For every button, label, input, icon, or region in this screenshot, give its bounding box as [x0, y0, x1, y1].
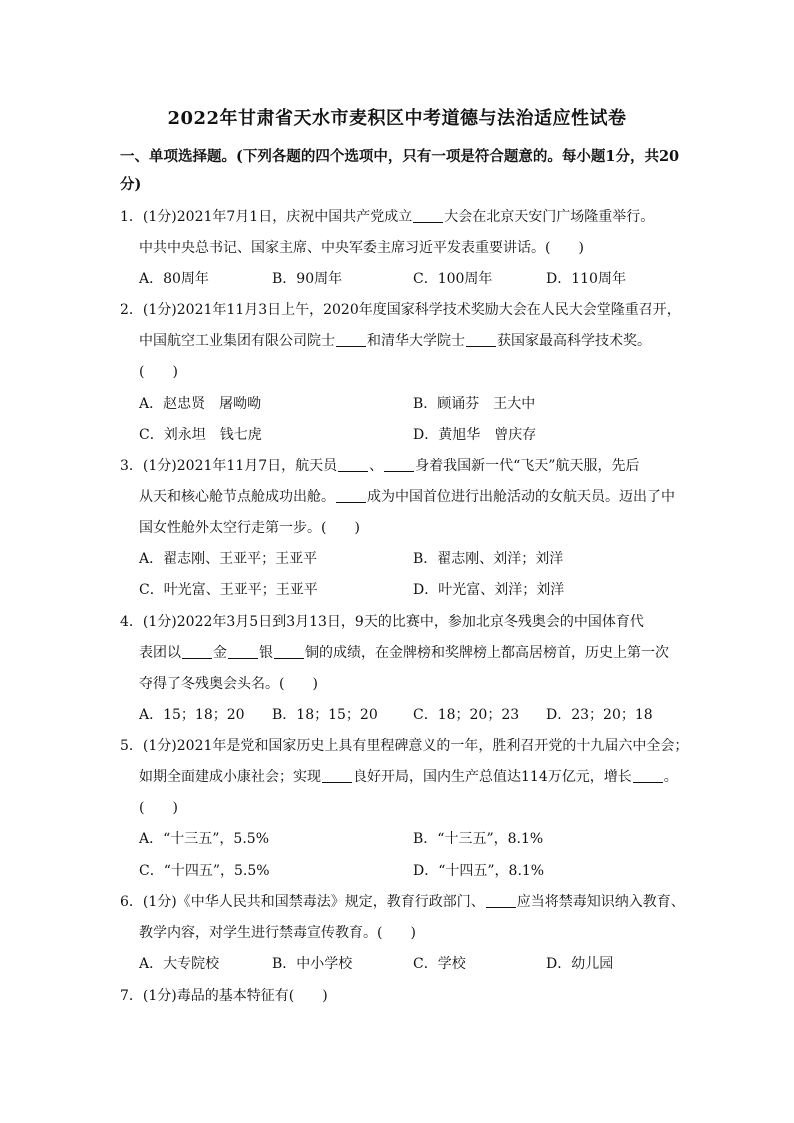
option-a: A．“十三五”，5.5% [139, 831, 269, 847]
answer-blank [274, 644, 304, 659]
option-a: A．大专院校 [139, 956, 220, 972]
question-1-line2: 中共中央总书记、国家主席、中央军委主席习近平发表重要讲话。( ) [139, 240, 584, 256]
section-heading-line2: 分) [120, 176, 142, 193]
question-number: 5． [120, 738, 143, 754]
option-b: B．顾诵芬 王大中 [413, 396, 536, 412]
question-text: 2021年是党和国家历史上具有里程碑意义的一年，胜利召开党的十九届六中全会； [176, 738, 689, 754]
question-number: 1． [120, 209, 143, 225]
question-5 [120, 736, 688, 756]
question-score: (1分) [142, 988, 177, 1004]
question-score: (1分) [142, 458, 177, 474]
question-text: 良好开局，国内生产总值达114万亿元，增长 [353, 769, 632, 785]
question-7 [120, 986, 328, 1006]
option-c: C．18；20；23 [413, 707, 520, 723]
question-text: 中国航空工业集团有限公司院士 [139, 333, 335, 349]
question-5-line2 [139, 767, 678, 787]
question-4-line3: 夺得了冬残奥会头名。( ) [139, 676, 318, 692]
question-text: 大会在北京天安门广场隆重举行。 [444, 209, 655, 225]
answer-blank [413, 208, 443, 223]
question-text: 金 [213, 645, 227, 661]
option-b: B．“十三五”，8.1% [413, 831, 544, 847]
question-2-line2 [139, 331, 651, 351]
option-d: D．23；20；18 [546, 707, 653, 723]
question-text: 2021年11月3日上午，2020年度国家科学技术奖励大会在人民大会堂隆重召开， [176, 302, 681, 318]
question-2-line3: ( ) [139, 364, 178, 380]
option-a: A．80周年 [139, 271, 209, 287]
question-3-line3: 国女性舱外太空行走第一步。( ) [139, 520, 360, 536]
option-b: B．18；15；20 [272, 707, 378, 723]
question-text: 应当将禁毒知识纳入教育、 [516, 894, 685, 910]
question-text: 铜的成绩，在金牌榜和奖牌榜上都高居榜首，历史上第一次 [305, 645, 669, 661]
option-c: C．学校 [413, 956, 466, 972]
question-number: 6． [120, 894, 143, 910]
question-6 [120, 892, 685, 912]
option-c: C．刘永坦 钱七虎 [139, 427, 262, 443]
option-a: A．翟志刚、王亚平；王亚平 [139, 551, 318, 567]
question-score: (1分) [142, 302, 177, 318]
option-c: C．叶光富、王亚平；王亚平 [139, 582, 318, 598]
option-d: D．“十四五”，8.1% [413, 863, 545, 879]
question-text: 获国家最高科学技术奖。 [497, 333, 651, 349]
question-number: 4． [120, 614, 143, 630]
option-a: A．15；18；20 [139, 707, 245, 723]
question-text: 如期全面建成小康社会；实现 [139, 769, 321, 785]
answer-blank [633, 768, 663, 783]
question-6-line2: 教学内容，对学生进行禁毒宣传教育。( ) [139, 925, 416, 941]
option-b: B．90周年 [272, 271, 343, 287]
answer-blank [338, 457, 368, 472]
option-a: A．赵忠贤 屠呦呦 [139, 396, 262, 412]
question-text: 2022年3月5日到3月13日，9天的比赛中，参加北京冬残奥会的中国体育代 [176, 614, 644, 630]
question-3 [120, 456, 639, 476]
question-text: 《中华人民共和国禁毒法》规定，教育行政部门、 [176, 894, 485, 910]
question-text: 2021年11月7日，航天员 [176, 458, 338, 474]
answer-blank [182, 644, 212, 659]
question-text: 表团以 [139, 645, 181, 661]
question-text: 身着我国新一代“飞天”航天服，先后 [415, 458, 640, 474]
answer-blank [322, 768, 352, 783]
question-text: 毒品的基本特征有( ) [176, 988, 328, 1004]
option-b: B．翟志刚、刘洋；刘洋 [413, 551, 564, 567]
option-c: C．“十四五”，5.5% [139, 863, 270, 879]
question-text: 2021年7月1日，庆祝中国共产党成立 [176, 209, 413, 225]
question-number: 2． [120, 302, 143, 318]
question-text: 成为中国首位进行出舱活动的女航天员。迈出了中 [367, 489, 675, 505]
question-text: 银 [259, 645, 273, 661]
question-score: (1分) [142, 738, 177, 754]
option-c: C．100周年 [413, 271, 493, 287]
question-score: (1分) [142, 894, 177, 910]
question-4-line2 [139, 643, 669, 663]
question-text: 和清华大学院士 [367, 333, 465, 349]
answer-blank [486, 893, 516, 908]
answer-blank [228, 644, 258, 659]
question-text: 。 [663, 769, 678, 785]
question-number: 7． [120, 988, 143, 1004]
option-d: D．叶光富、刘洋；刘洋 [413, 582, 565, 598]
section-heading [120, 143, 680, 199]
question-1 [120, 207, 654, 227]
question-4 [120, 612, 644, 632]
answer-blank [466, 332, 496, 347]
question-score: (1分) [142, 614, 177, 630]
answer-blank [336, 488, 366, 503]
question-text: 从天和核心舱节点舱成功出舱。 [139, 489, 335, 505]
question-number: 3． [120, 458, 143, 474]
question-score: (1分) [142, 209, 177, 225]
option-d: D．幼儿园 [546, 956, 614, 972]
question-text: 、 [369, 458, 384, 474]
option-b: B．中小学校 [272, 956, 353, 972]
question-2 [120, 300, 681, 320]
question-5-line3: ( ) [139, 800, 178, 816]
section-heading-line1: 一、单项选择题。(下列各题的四个选项中，只有一项是符合题意的。每小题1分，共20 [120, 148, 680, 165]
question-3-line2 [139, 487, 675, 507]
answer-blank [384, 457, 414, 472]
answer-blank [336, 332, 366, 347]
option-d: D．黄旭华 曾庆存 [413, 427, 537, 443]
page-title: 2022年甘肃省天水市麦积区中考道德与法治适应性试卷 [167, 108, 627, 129]
option-d: D．110周年 [546, 271, 626, 287]
